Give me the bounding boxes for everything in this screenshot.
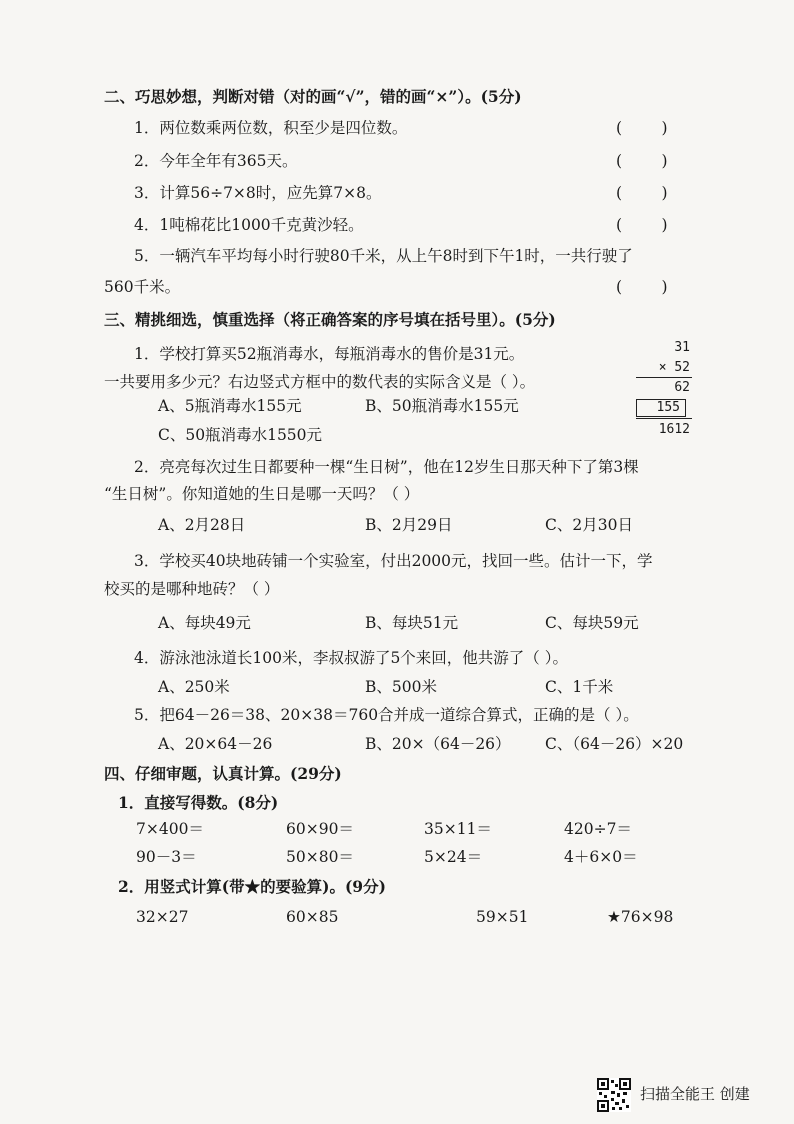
s3-q2-option-a: A、2月28日 — [158, 516, 246, 534]
section2-title: 二、巧思妙想，判断对错（对的画“√”，错的画“×”）。(5分) — [104, 87, 522, 106]
s2-answer-paren-4[interactable]: ( ) — [616, 216, 668, 234]
s3-q5-option-c: C、（64－26）×20 — [545, 735, 684, 753]
s3-q3-option-c: C、每块59元 — [545, 614, 639, 632]
s3-q1-option-a: A、5瓶消毒水155元 — [158, 397, 302, 415]
s3-q5-option-b: B、20×（64－26） — [365, 735, 511, 753]
s3-q1-line1: 1．学校打算买52瓶消毒水，每瓶消毒水的售价是31元。 — [134, 345, 525, 363]
s3-q2-line1: 2．亮亮每次过生日都要种一棵“生日树”，他在12岁生日那天种下了第3棵 — [134, 458, 639, 476]
s2-answer-paren-2[interactable]: ( ) — [616, 152, 668, 170]
vertical-calc-4: ★76×98 — [607, 908, 674, 926]
s3-q4-option-b: B、500米 — [365, 678, 437, 696]
s2-item-1: 1．两位数乘两位数，积至少是四位数。 — [134, 119, 408, 137]
s3-q5-line1: 5．把64－26＝38、20×38＝760合并成一道综合算式，正确的是（ ）。 — [134, 706, 639, 724]
calc-2: 60×90＝ — [286, 820, 354, 838]
s2-item-3: 3．计算56÷7×8时，应先算7×8。 — [134, 184, 382, 202]
vert-rule-2 — [636, 418, 692, 419]
scanner-stamp: 扫描全能王 创建 — [640, 1085, 750, 1103]
section4-title: 四、仔细审题，认真计算。(29分) — [104, 764, 342, 783]
qr-code-icon — [597, 1078, 631, 1112]
s2-answer-paren-3[interactable]: ( ) — [616, 184, 668, 202]
s2-item-2: 2．今年全年有365天。 — [134, 152, 298, 170]
s2-answer-paren-1[interactable]: ( ) — [616, 119, 668, 137]
s4-sub1-title: 1．直接写得数。(8分) — [118, 793, 279, 812]
calc-7: 5×24＝ — [424, 848, 483, 866]
s2-answer-paren-5[interactable]: ( ) — [616, 278, 668, 296]
s3-q4-line1: 4．游泳池泳道长100米，李叔叔游了5个来回，他共游了（ ）。 — [134, 649, 568, 667]
calc-5: 90－3＝ — [136, 848, 197, 866]
section3-title: 三、精挑细选，慎重选择（将正确答案的序号填在括号里）。(5分) — [104, 310, 556, 329]
s4-sub2-title: 2．用竖式计算(带★的要验算)。(9分) — [118, 877, 386, 896]
s3-q1-option-c: C、50瓶消毒水1550元 — [158, 426, 323, 444]
calc-4: 420÷7＝ — [564, 820, 632, 838]
s3-q2-line2: “生日树”。你知道她的生日是哪一天吗？（ ） — [104, 485, 420, 503]
s2-item-5: 5．一辆汽车平均每小时行驶80千米，从上午8时到下午1时，一共行驶了 — [134, 247, 633, 265]
s3-q4-option-c: C、1千米 — [545, 678, 614, 696]
s3-q3-option-b: B、每块51元 — [365, 614, 459, 632]
calc-1: 7×400＝ — [136, 820, 204, 838]
vert-multiplicand: 31 — [674, 340, 690, 355]
vert-partial-2: 155 — [656, 400, 680, 415]
vert-result: 1612 — [658, 422, 690, 437]
s3-q3-line1: 3．学校买40块地砖铺一个实验室，付出2000元，找回一些。估计一下，学 — [134, 552, 653, 570]
calc-3: 35×11＝ — [424, 820, 492, 838]
s3-q1-line2: 一共要用多少元？右边竖式方框中的数代表的实际含义是（ ）。 — [104, 373, 536, 391]
s3-q3-option-a: A、每块49元 — [158, 614, 251, 632]
s3-q4-option-a: A、250米 — [158, 678, 230, 696]
s3-q5-option-a: A、20×64－26 — [158, 735, 273, 753]
vertical-calc-1: 32×27 — [136, 908, 189, 926]
vert-multiplier: × 52 — [658, 360, 690, 375]
s3-q1-option-b: B、50瓶消毒水155元 — [365, 397, 519, 415]
s2-item-5-cont: 560千米。 — [104, 278, 181, 296]
vert-partial-1: 62 — [674, 380, 690, 395]
vert-rule-1 — [636, 377, 692, 378]
s3-q2-option-c: C、2月30日 — [545, 516, 633, 534]
calc-8: 4＋6×0＝ — [564, 848, 638, 866]
calc-6: 50×80＝ — [286, 848, 354, 866]
s2-item-4: 4．1吨棉花比1000千克黄沙轻。 — [134, 216, 364, 234]
vertical-calc-3: 59×51 — [476, 908, 529, 926]
s3-q2-option-b: B、2月29日 — [365, 516, 453, 534]
vertical-calc-2: 60×85 — [286, 908, 339, 926]
s3-q3-line2: 校买的是哪种地砖？（ ） — [104, 580, 280, 598]
